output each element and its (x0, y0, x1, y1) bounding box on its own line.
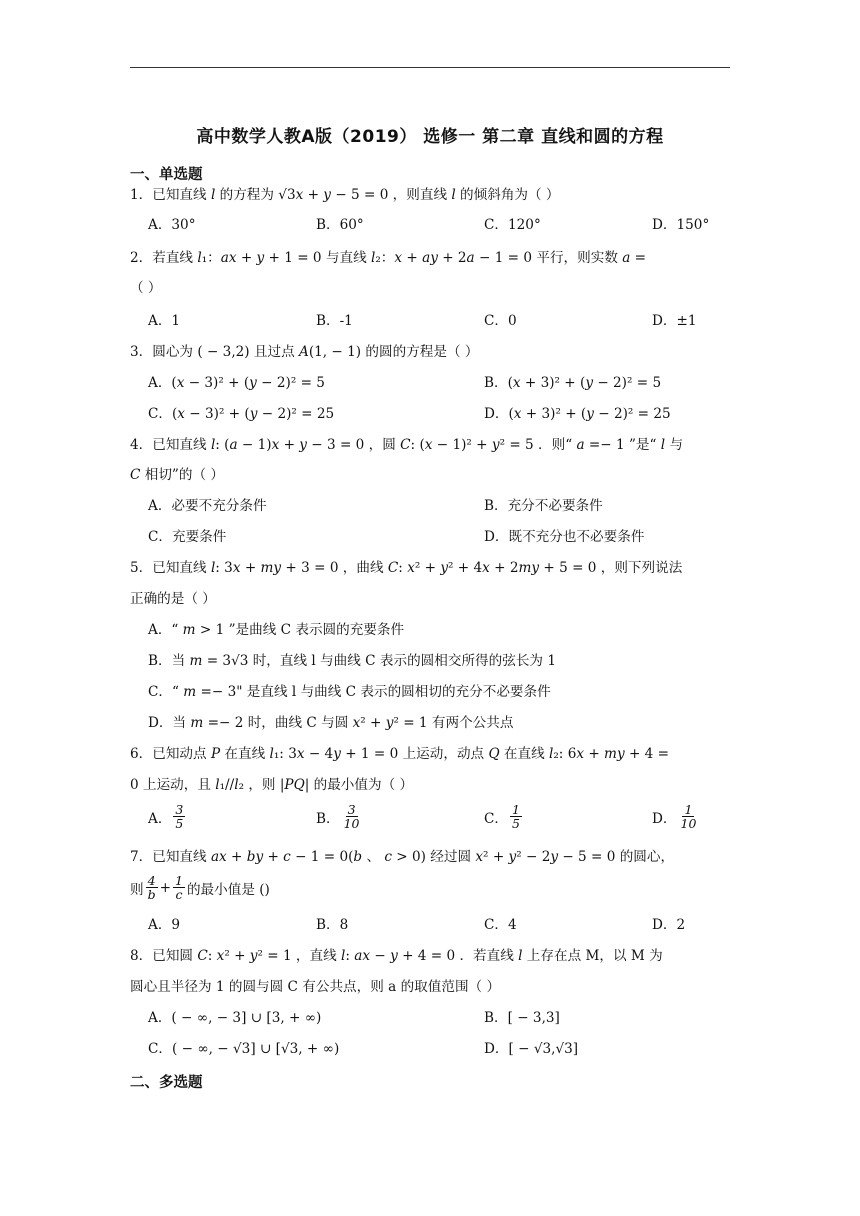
q6-option-a-num: 3 (175, 802, 184, 817)
question-5: 5．已知直线 𝑙: 3𝑥 + 𝑚𝑦 + 3 = 0 ，曲线 𝐶: 𝑥² + 𝑦² + 4𝑥 + 2𝑚𝑦 + 5 = 0 ，则下列说法 (130, 560, 683, 576)
q5-option-b: B．当 𝑚 = 3√3 时，直线 l 与曲线 C 表示的圆相交所得的弦长为 1 (148, 653, 556, 669)
q5-option-c: C．“ 𝑚 =− 3" 是直线 l 与曲线 C 表示的圆相切的充分不必要条件 (148, 684, 551, 700)
q7-frac2-den: 𝑐 (175, 887, 183, 902)
question-3: 3．圆心为 ( − 3,2) 且过点 𝐴(1, − 1) 的圆的方程是（ ） (130, 344, 479, 360)
question-7-cont (130, 874, 270, 901)
q7-option-d: D．2 (652, 917, 686, 933)
q6-option-b (316, 803, 364, 830)
q6-option-d (652, 803, 700, 830)
q6-option-c (484, 803, 524, 830)
q4-option-c: C．充要条件 (148, 529, 227, 545)
question-4: 4．已知直线 𝑙: (𝑎 − 1)𝑥 + 𝑦 − 3 = 0 ，圆 𝐶: (𝑥 − 1)² + 𝑦² = 5 ．则“ 𝑎 =− 1 ”是“ 𝑙 与 (130, 437, 684, 453)
q2-option-d: D．±1 (652, 313, 697, 329)
question-6: 6．已知动点 𝑃 在直线 𝑙₁: 3𝑥 − 4𝑦 + 1 = 0 上运动，动点 𝑄 在直线 𝑙₂: 6𝑥 + 𝑚𝑦 + 4 = (130, 746, 670, 762)
q4-option-d: D．既不充分也不必要条件 (484, 529, 645, 545)
question-8: 8．已知圆 𝐶: 𝑥² + 𝑦² = 1 ，直线 𝑙: 𝑎𝑥 − 𝑦 + 4 = 0 ．若直线 𝑙 上存在点 M，以 M 为 (130, 948, 663, 964)
q7-option-b: B．8 (316, 917, 349, 933)
q3-option-c: C．(𝑥 − 3)² + (𝑦 − 2)² = 25 (148, 406, 335, 422)
question-2: 2．若直线 𝑙₁：𝑎𝑥 + 𝑦 + 1 = 0 与直线 𝑙₂：𝑥 + 𝑎𝑦 + 2𝑎 − 1 = 0 平行，则实数 𝑎 = (130, 250, 647, 266)
q5-option-a: A．“ 𝑚 > 1 ”是曲线 C 表示圆的充要条件 (148, 622, 405, 638)
q6-option-b-label: B． (316, 810, 340, 827)
q7-frac2-num: 1 (175, 873, 183, 888)
section-multi-choice: 二、多选题 (130, 1075, 203, 1091)
q7-plus: + (159, 879, 171, 896)
q6-option-b-den: 10 (343, 816, 360, 831)
q7-frac1-den: 𝑏 (147, 887, 156, 902)
q8-option-d: D．[ − √3,√3] (484, 1041, 579, 1057)
q6-option-c-num: 1 (512, 802, 520, 817)
q6-option-b-num: 3 (347, 802, 356, 817)
q7-tail: 的最小值是 () (186, 881, 270, 898)
header-rule (130, 67, 730, 68)
page-title: 高中数学人教A版（2019） 选修一 第二章 直线和圆的方程 (196, 127, 664, 147)
q5-option-d: D．当 𝑚 =− 2 时，曲线 C 与圆 𝑥² + 𝑦² = 1 有两个公共点 (148, 715, 514, 731)
question-5-cont: 正确的是（ ） (130, 591, 216, 607)
q6-option-a-label: A． (148, 810, 172, 827)
q8-option-a: A．( − ∞, − 3] ∪ [3, + ∞) (148, 1010, 322, 1026)
q4-option-a: A．必要不充分条件 (148, 498, 267, 514)
q8-option-c: C．( − ∞, − √3] ∪ [√3, + ∞) (148, 1041, 340, 1057)
q6-option-a (148, 803, 187, 830)
q2-option-c: C．0 (484, 313, 517, 329)
q6-option-d-num: 1 (684, 802, 693, 817)
q8-option-b: B．[ − 3,3] (484, 1010, 560, 1026)
question-1: 1．已知直线 𝑙 的方程为 √3𝑥 + 𝑦 − 5 = 0 ，则直线 𝑙 的倾斜角为（ ） (130, 187, 560, 203)
q6-option-c-den: 5 (512, 816, 520, 831)
q6-option-c-label: C． (484, 810, 508, 827)
question-6-cont: 0 上运动，且 𝑙₁//𝑙₂ ，则 |𝑃𝑄| 的最小值为（ ） (130, 777, 414, 793)
q7-frac1-num: 4 (147, 873, 156, 888)
question-7: 7．已知直线 𝑎𝑥 + 𝑏𝑦 + 𝑐 − 1 = 0(𝑏 、 𝑐 > 0) 经过圆 𝑥² + 𝑦² − 2𝑦 − 5 = 0 的圆心， (130, 849, 675, 865)
q4-option-b: B．充分不必要条件 (484, 498, 603, 514)
question-2-cont: （ ） (130, 280, 162, 296)
question-4-cont: 𝐶 相切”的（ ） (130, 467, 224, 483)
q3-option-b: B．(𝑥 + 3)² + (𝑦 − 2)² = 5 (484, 375, 662, 391)
q2-option-a: A．1 (148, 313, 181, 329)
q6-option-d-den: 10 (680, 816, 697, 831)
q1-option-d: D．150° (652, 217, 710, 233)
question-8-cont: 圆心且半径为 1 的圆与圆 C 有公共点，则 a 的取值范围（ ） (130, 979, 501, 995)
q1-option-c: C．120° (484, 217, 541, 233)
q2-option-b: B．-1 (316, 313, 353, 329)
section-single-choice: 一、单选题 (130, 167, 203, 183)
q6-option-a-den: 5 (175, 816, 184, 831)
q1-option-a: A．30° (148, 217, 196, 233)
q1-option-b: B．60° (316, 217, 364, 233)
q6-option-d-label: D． (652, 810, 677, 827)
q3-option-a: A．(𝑥 − 3)² + (𝑦 − 2)² = 5 (148, 375, 325, 391)
q7-option-a: A．9 (148, 917, 181, 933)
q7-option-c: C．4 (484, 917, 517, 933)
q3-option-d: D．(𝑥 + 3)² + (𝑦 − 2)² = 25 (484, 406, 671, 422)
q7-then: 则 (130, 881, 144, 898)
